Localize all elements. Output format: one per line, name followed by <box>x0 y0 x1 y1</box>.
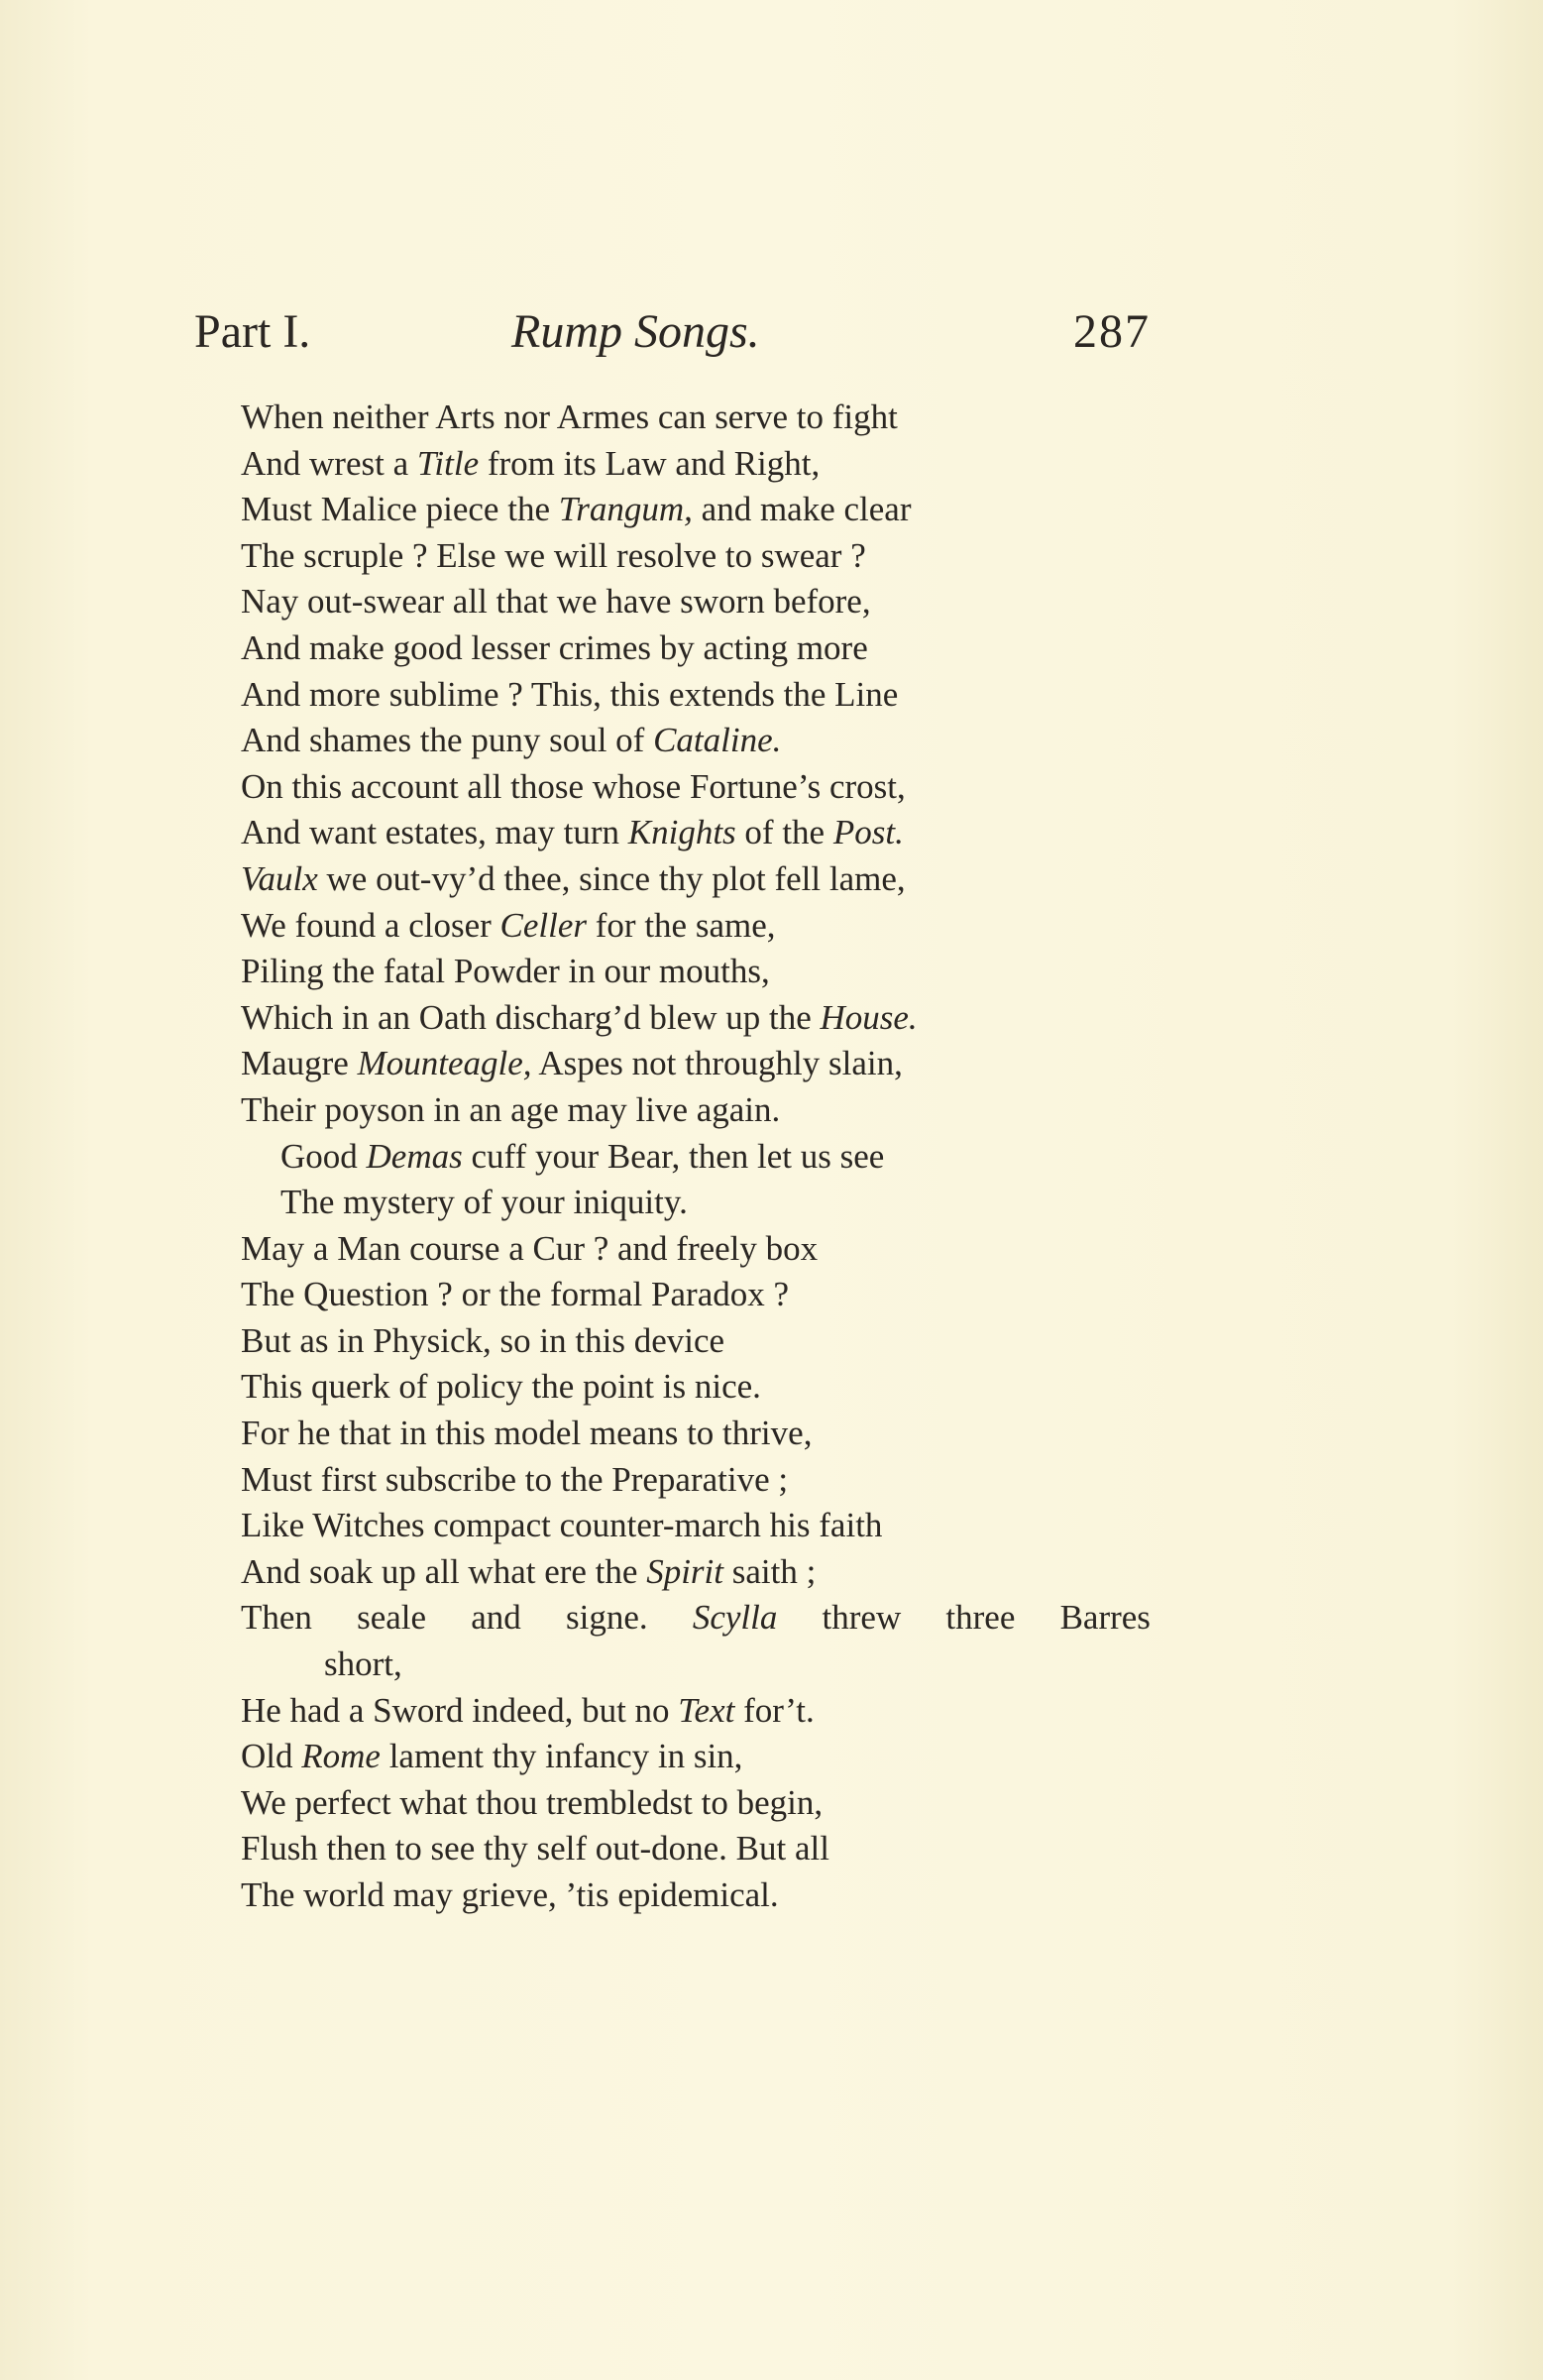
poem-line: Maugre Mounteagle, Aspes not throughly slain, <box>241 1044 903 1083</box>
poem-line: And make good lesser crimes by acting more <box>241 627 868 667</box>
poem-line: And want estates, may turn Knights of the Post. <box>241 813 904 852</box>
poem-line: Which in an Oath discharg’d blew up the House. <box>241 997 918 1037</box>
poem-line: We perfect what thou trembledst to begin, <box>241 1782 824 1822</box>
poem-text <box>241 395 1162 1919</box>
running-header <box>194 297 1151 367</box>
poem-line: The world may grieve, ’tis epidemical. <box>241 1875 779 1914</box>
poem-line: May a Man course a Cur ? and freely box <box>241 1228 819 1268</box>
poem-line: Like Witches compact counter-march his faith <box>241 1506 883 1545</box>
poem-line-indented: The mystery of your iniquity. <box>280 1183 688 1222</box>
part-label: Part I. <box>194 305 311 358</box>
poem-line: When neither Arts nor Armes can serve to fight <box>241 397 898 436</box>
poem-line: Vaulx we out-vy’d thee, since thy plot fell lame, <box>241 858 906 898</box>
poem-line: And wrest a Title from its Law and Right, <box>241 443 821 483</box>
poem-line: He had a Sword indeed, but no Text for’t. <box>241 1690 815 1730</box>
poem-line: And soak up all what ere the Spirit saith ; <box>241 1551 817 1591</box>
poem-line: On this account all those whose Fortune’s crost, <box>241 766 906 806</box>
poem-line: For he that in this model means to thrive, <box>241 1414 813 1453</box>
poem-line: Must first subscribe to the Preparative ; <box>241 1459 789 1499</box>
poem-line-indented: Good Demas cuff your Bear, then let us see <box>280 1136 885 1176</box>
poem-line: And more sublime ? This, this extends the Line <box>241 674 899 714</box>
poem-line: But as in Physick, so in this device <box>241 1320 725 1360</box>
poem-line: Nay out-swear all that we have sworn before, <box>241 582 871 622</box>
running-title: Rump Songs. <box>511 305 760 358</box>
poem-line: This querk of policy the point is nice. <box>241 1367 761 1407</box>
poem-line: The Question ? or the formal Paradox ? <box>241 1275 790 1314</box>
poem-line: Their poyson in an age may live again. <box>241 1089 781 1129</box>
poem-line-justified: Then seale and signe. Scylla threw three Barres <box>241 1598 1151 1638</box>
poem-line: We found a closer Celler for the same, <box>241 905 776 945</box>
page-number: 287 <box>1073 305 1151 358</box>
poem-line: And shames the puny soul of Cataline. <box>241 721 782 760</box>
poem-line: Old Rome lament thy infancy in sin, <box>241 1737 743 1776</box>
poem-line-runover: short, <box>324 1644 402 1684</box>
poem-line: Must Malice piece the Trangum, and make clear <box>241 490 912 529</box>
poem-line: Piling the fatal Powder in our mouths, <box>241 952 770 991</box>
poem-line: Flush then to see thy self out-done. But all <box>241 1829 829 1869</box>
poem-line: The scruple ? Else we will resolve to swear ? <box>241 535 866 575</box>
